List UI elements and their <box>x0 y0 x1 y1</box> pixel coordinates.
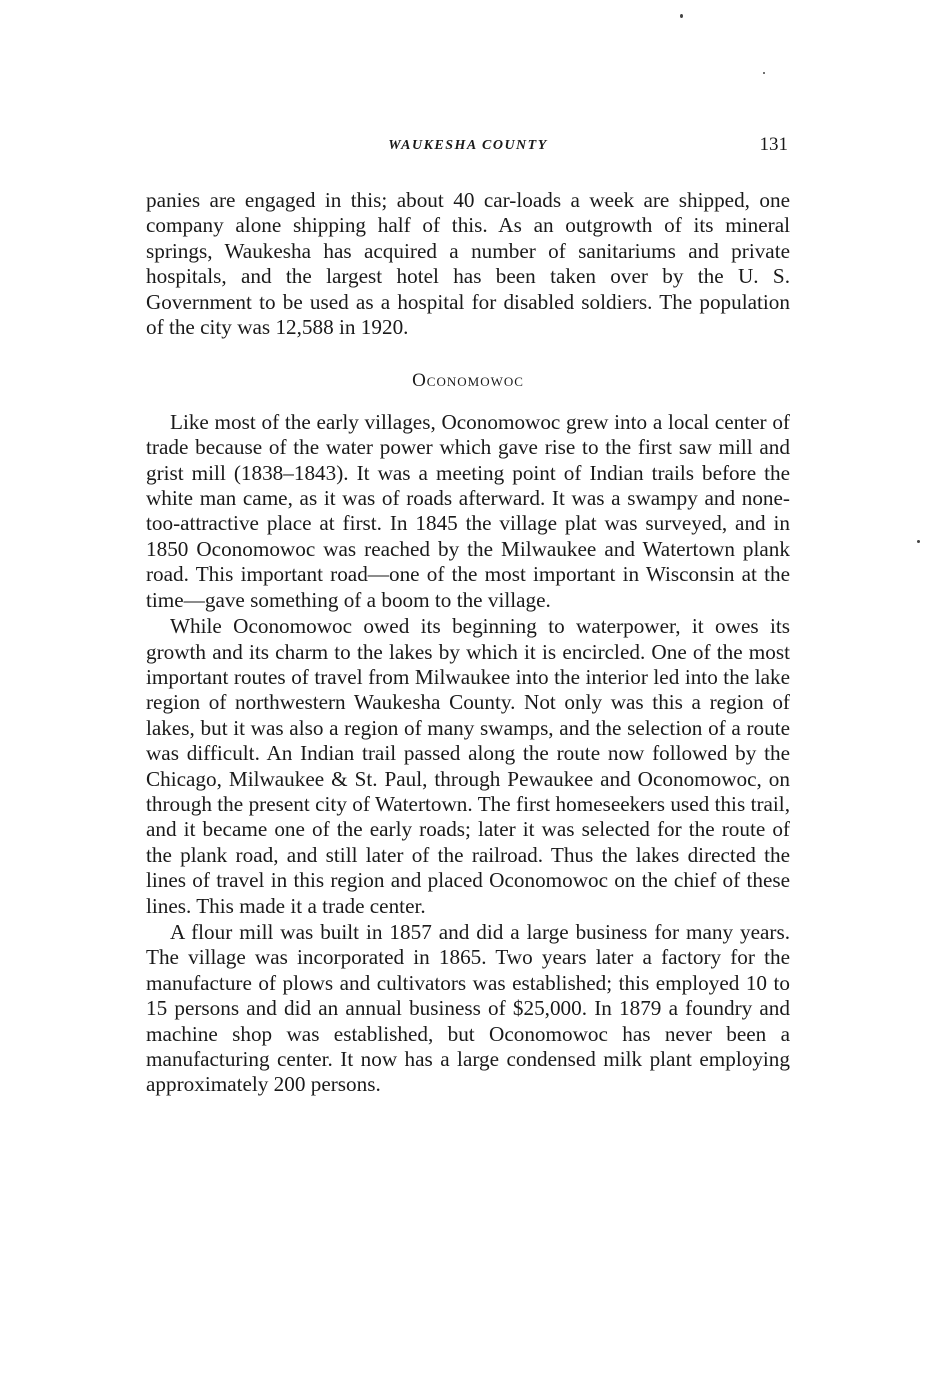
scan-speck <box>917 540 920 543</box>
running-title: WAUKESHA COUNTY <box>388 138 548 153</box>
continued-paragraph: panies are engaged in this; about 40 car-loads a week are shipped, one company alone shipping half of this. As an outgrowth of its mineral springs, Waukesha has acquired a number of sanitariums and private hospitals, and the largest hotel has been taken over by the U. S. Government to be used as a hospital for disabled soldiers. The population of the city was 12,588 in 1920. <box>146 188 790 340</box>
paragraph-3: A flour mill was built in 1857 and did a large business for many years. The village was incorporated in 1865. Two years later a factory for the manufacture of plows and cultivators was established; this employed 10 to 15 persons and did an annual business of $25,000. In 1879 a foundry and machine shop was established, but Oconomowoc has never been a manufacturing center. It now has a large condensed milk plant employing approximately 200 persons. <box>146 919 790 1097</box>
section-heading: Oconomowoc <box>412 370 524 392</box>
book-page <box>146 130 790 1099</box>
paragraph-1: Like most of the early villages, Oconomowoc grew into a local center of trade because of the water power which gave rise to the first saw mill and grist mill (1838–1843). It was a meeting point of Indian trails before the white man came, as it was of roads afterward. It was a swampy and none-too-attractive place at first. In 1845 the village plat was surveyed, and in 1850 Oconomowoc was reached by the Milwaukee and Watertown plank road. This important road—one of the most important in Wisconsin at the time—gave something of a boom to the village. <box>146 409 790 612</box>
paragraph-2: While Oconomowoc owed its beginning to waterpower, it owes its growth and its charm to the lakes by which it is encircled. One of the most important routes of travel from Milwaukee into the interior led into the lake region of northwestern Waukesha County. Not only was this a region of lakes, but it was also a region of many swamps, and the selection of a route was difficult. An Indian trail passed along the route now followed by the Chicago, Milwaukee & St. Paul, through Pewaukee and Oconomowoc, on through the present city of Watertown. The first homeseekers used this trail, and it became one of the early roads; later it was selected for the route of the plank road, and still later of the railroad. Thus the lakes directed the lines of travel in this region and placed Oconomowoc on the chief of these lines. This made it a trade center. <box>146 614 790 918</box>
body-text <box>146 188 790 1098</box>
running-head <box>146 130 790 164</box>
scan-speck <box>680 14 683 18</box>
page-number: 131 <box>759 134 788 155</box>
scan-speck <box>763 72 765 74</box>
